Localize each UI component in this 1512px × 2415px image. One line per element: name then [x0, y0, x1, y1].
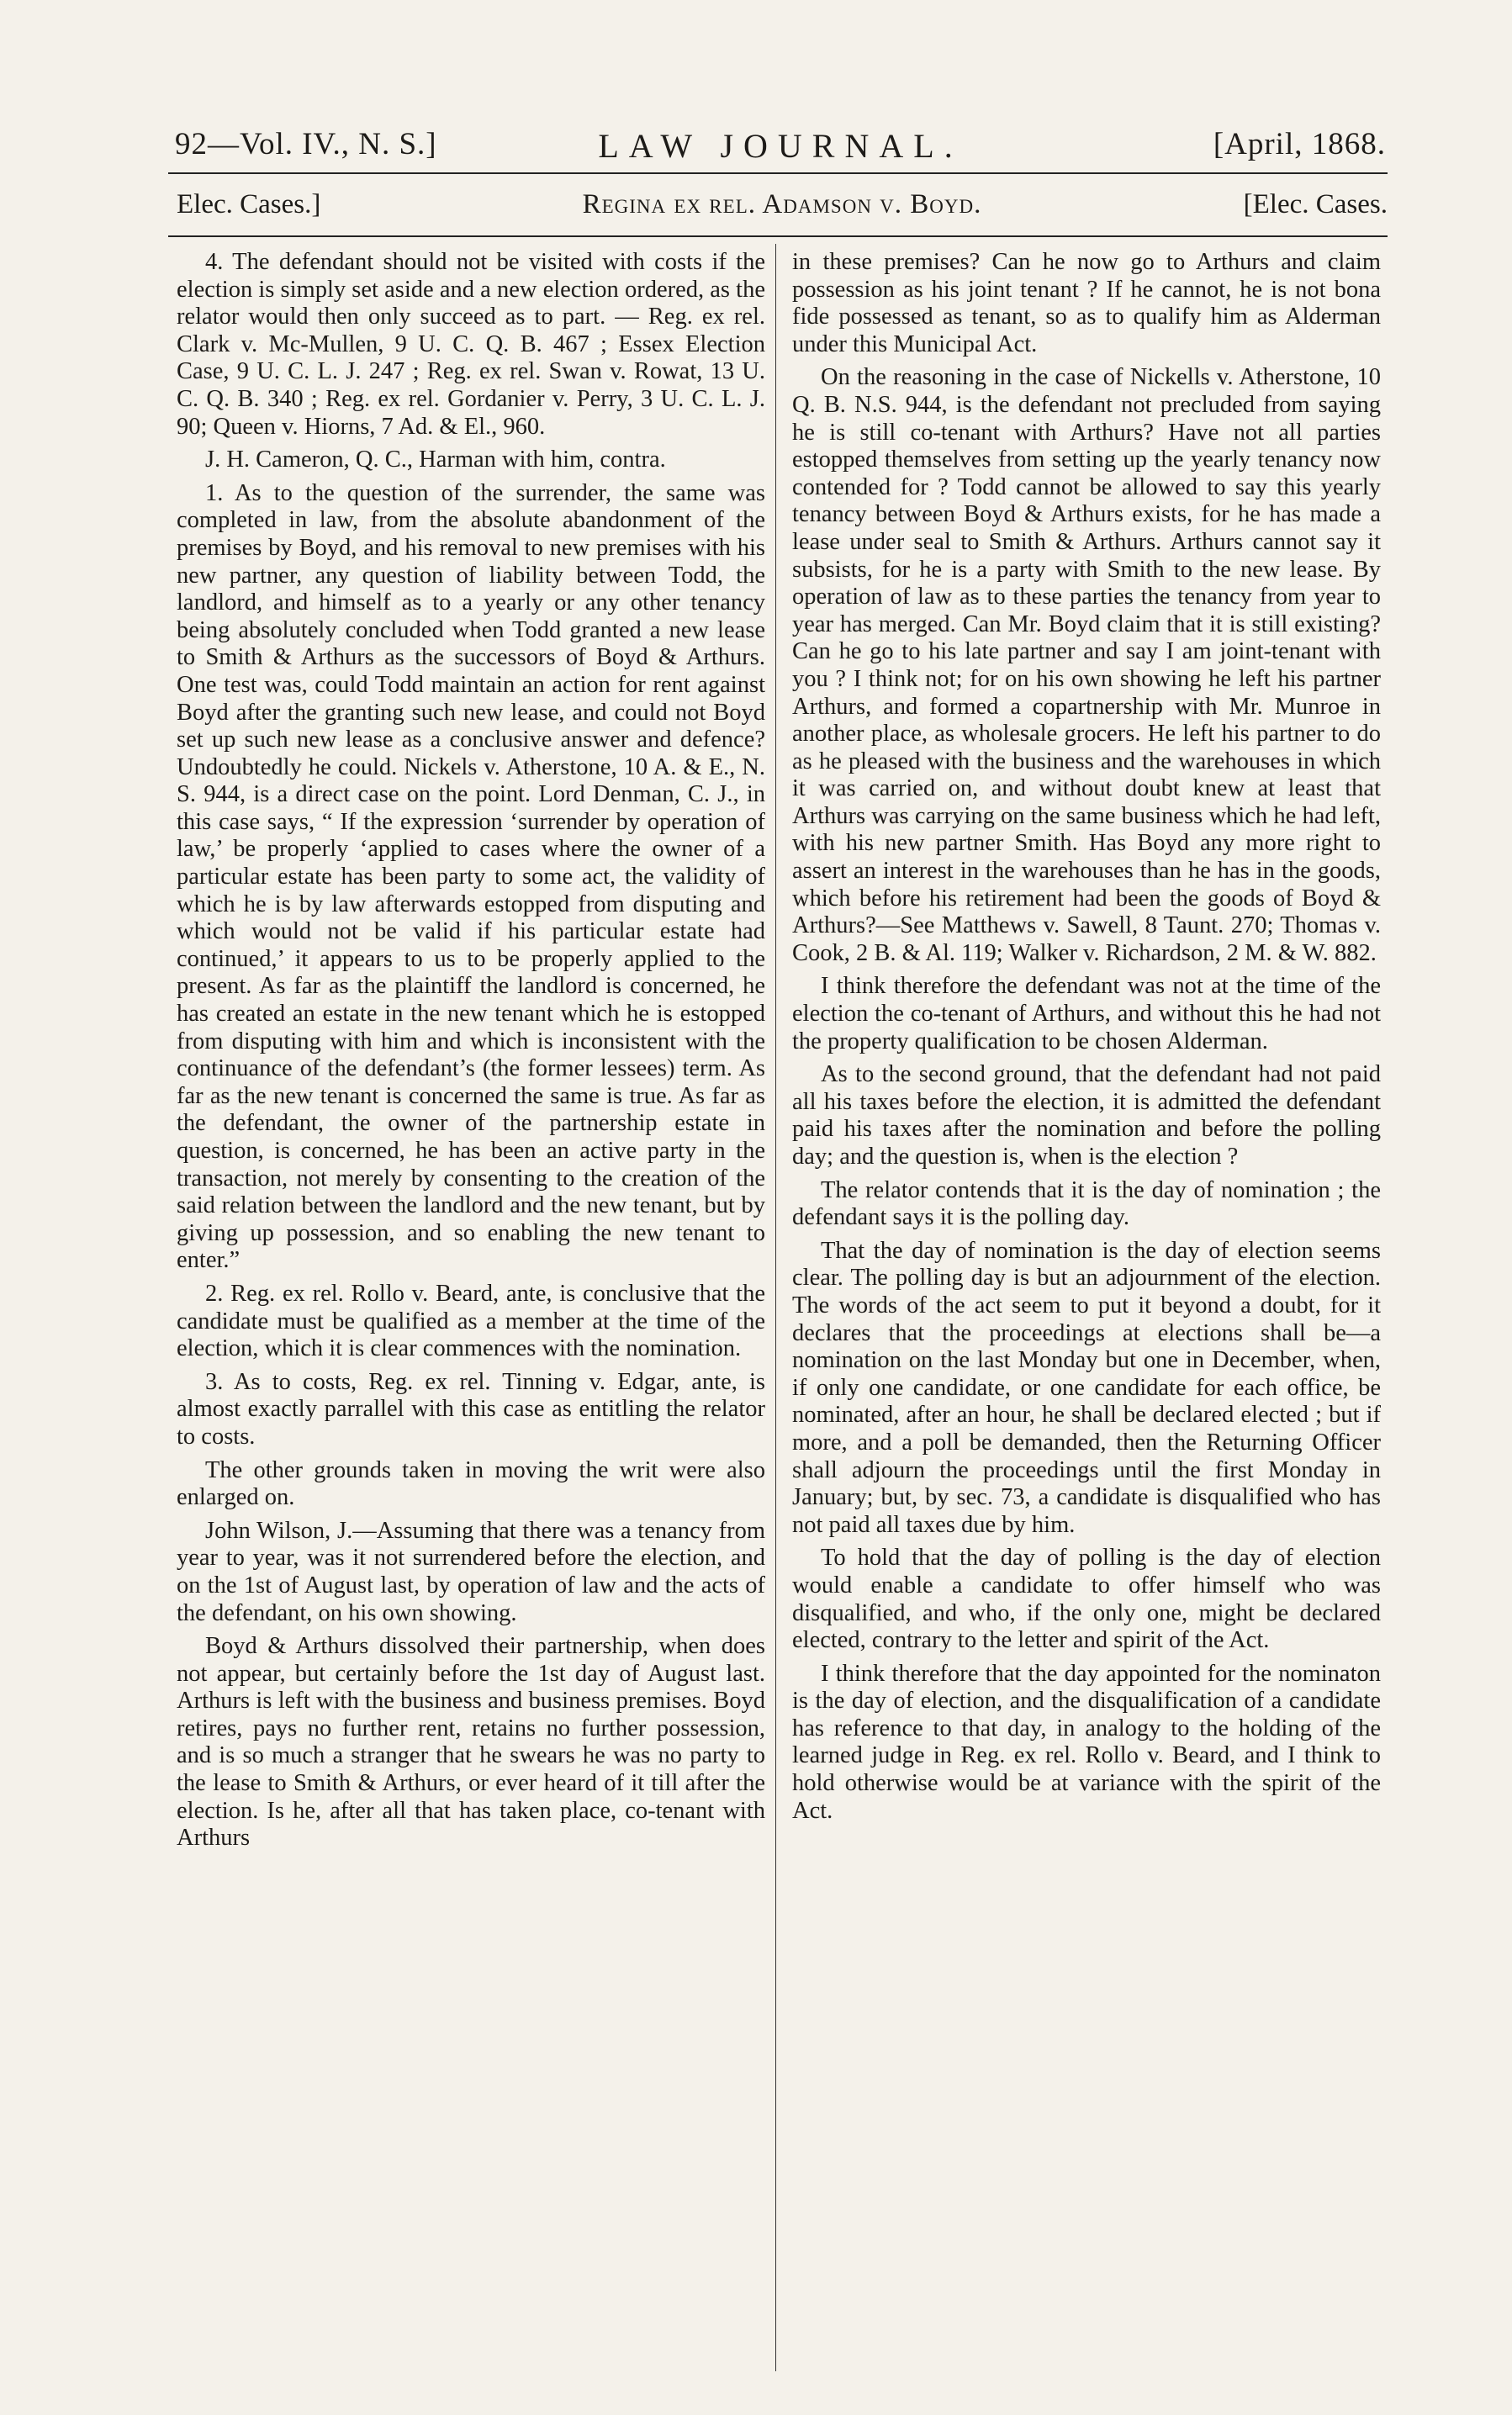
case-header	[177, 189, 1388, 226]
right-column	[792, 249, 1381, 1831]
case-title: Regina ex rel. Adamson v. Boyd.	[582, 189, 982, 219]
running-header	[175, 126, 1386, 168]
journal-title: LAW JOURNAL.	[598, 127, 963, 165]
paragraph: John Wilson, J.—Assuming that there was a tenancy from year to year, was it not surrendered before the election, and on the 1st of August last, by operation of law and the acts of the defendant, on his own showing.	[177, 1517, 765, 1626]
section-label-left: Elec. Cases.]	[177, 189, 321, 219]
paragraph: in these premises? Can he now go to Arthurs and claim possession as his joint tenant ? If he cannot, he is not bona fide possessed as tenant, so as to qualify him as Alderman under this Municipal Act.	[792, 249, 1381, 357]
paragraph: 4. The defendant should not be visited with costs if the election is simply set aside and a new election ordered, as the relator would then only succeed as to part. — Reg. ex rel. Clark v. Mc-Mullen, 9 U. C. Q. B. 467 ; Essex Election Case, 9 U. C. L. J. 247 ; Reg. ex rel. Swan v. Rowat, 13 U. C. Q. B. 340 ; Reg. ex rel. Gordanier v. Perry, 3 U. C. L. J. 90; Queen v. Hiorns, 7 Ad. & El., 960.	[177, 249, 765, 440]
page-volume-label: 92—Vol. IV., N. S.]	[175, 127, 437, 161]
column-divider	[775, 244, 776, 2371]
paragraph: J. H. Cameron, Q. C., Harman with him, contra.	[205, 447, 666, 473]
subheader-rule	[168, 235, 1388, 237]
paragraph: I think therefore the defendant was not at the time of the election the co-tenant of Arthurs, and without this he had not the property qualification to be chosen Alderman.	[792, 973, 1381, 1054]
paragraph: Boyd & Arthurs dissolved their partnership, when does not appear, but certainly before the 1st day of August last. Arthurs is left with the business and business premises. Boyd retires, pays no further rent, retains no further possession, and is so much a stranger that he swears he was no party to the lease to Smith & Arthurs, or ever heard of it till after the election. Is he, after all that has taken place, co-tenant with Arthurs	[177, 1633, 765, 1852]
paragraph: 2. Reg. ex rel. Rollo v. Beard, ante, is conclusive that the candidate must be qualified as a member at the time of the election, which it is clear commences with the nomination.	[177, 1280, 765, 1362]
header-rule	[168, 172, 1388, 174]
paragraph: To hold that the day of polling is the day of election would enable a candidate to offer himself who was disqualified, and who, if the only one, might be declared elected, contrary to the letter and spirit of the Act.	[792, 1545, 1381, 1654]
paragraph: On the reasoning in the case of Nickells v. Atherstone, 10 Q. B. N.S. 944, is the defendant not precluded from saying he is still co-tenant with Arthurs? Have not all parties estopped themselves from setting up the yearly tenancy now contended for ? Todd cannot be allowed to say this yearly tenancy between Boyd & Arthurs exists, for he has made a lease under seal to Smith & Arthurs. Arthurs cannot say it subsists, for he is a party with Smith to the new lease. By operation of law as to these parties the tenancy from year to year has merged. Can Mr. Boyd claim that it is still existing? Can he go to his late partner and say I am joint-tenant with you ? I think not; for on his own showing he left his partner Arthurs, and formed a copartnership with Mr. Munroe in another place, as wholesale grocers. He left his partner to do as he pleased with the business and the warehouses in which it was carried on, and without doubt knew at least that Arthurs was carrying on the same business which he had left, with his new partner Smith. Has Boyd any more right to assert an interest in the warehouses than he has in the goods, which before his retirement had been the goods of Boyd & Arthurs?—See Matthews v. Sawell, 8 Taunt. 270; Thomas v. Cook, 2 B. & Al. 119; Walker v. Richardson, 2 M. & W. 882.	[792, 364, 1381, 966]
paragraph: 3. As to costs, Reg. ex rel. Tinning v. Edgar, ante, is almost exactly parrallel with this case as entitling the relator to costs.	[177, 1368, 765, 1450]
section-label-right: [Elec. Cases.	[1243, 189, 1388, 219]
paragraph: I think therefore that the day appointed for the nominaton is the day of election, and the disqualification of a candidate has reference to that day, in analogy to the holding of the learned judge in Reg. ex rel. Rollo v. Beard, and I think to hold otherwise would be at variance with the spirit of the Act.	[792, 1660, 1381, 1824]
paragraph: That the day of nomination is the day of election seems clear. The polling day is but an adjournment of the election. The words of the act seem to put it beyond a doubt, for it declares that the proceedings at elections shall be—a nomination on the last Monday but one in December, when, if only one candidate, or one candidate for each office, be nominated, after an hour, he shall be declared elected ; but if more, and a poll be demanded, then the Returning Officer shall adjourn the proceedings until the first Monday in January; but, by sec. 73, a candidate is disqualified who has not paid all taxes due by him.	[792, 1237, 1381, 1538]
issue-date: [April, 1868.	[1213, 127, 1386, 161]
paragraph: The other grounds taken in moving the writ were also enlarged on.	[177, 1456, 765, 1511]
paragraph: The relator contends that it is the day of nomination ; the defendant says it is the polling day.	[792, 1176, 1381, 1231]
left-column	[177, 249, 765, 1858]
paragraph: As to the second ground, that the defendant had not paid all his taxes before the election, it is admitted the defendant paid his taxes after the nomination and before the polling day; and the question is, when is the election ?	[792, 1061, 1381, 1170]
paragraph: 1. As to the question of the surrender, the same was completed in law, from the absolute abandonment of the premises by Boyd, and his removal to new premises with his new partner, any question of liability between Todd, the landlord, and himself as to a yearly or any other tenancy being absolutely concluded when Todd granted a new lease to Smith & Arthurs as the successors of Boyd & Arthurs. One test was, could Todd maintain an action for rent against Boyd after the granting such new lease, and could not Boyd set up such new lease as a conclusive answer and defence? Undoubtedly he could. Nickels v. Atherstone, 10 A. & E., N. S. 944, is a direct case on the point. Lord Denman, C. J., in this case says, “ If the expression ‘surrender by operation of law,’ be properly ‘applied to cases where the owner of a particular estate has been party to some act, the validity of which he is by law afterwards estopped from disputing and which would not be valid if his particular estate had continued,’ it appears to us to be properly applied to the present. As far as the plaintiff the landlord is concerned, he has created an estate in the new tenant which he is estopped from disputing with him and which is inconsistent with the continuance of the defendant’s (the former lessees) term. As far as the new tenant is concerned the same is true. As far as the defendant, the owner of the partnership estate in question, is concerned, he has been an active party in the transaction, not merely by consenting to the creation of the said relation between the landlord and the new tenant, but by giving up possession, and so enabling the new tenant to enter.”	[177, 479, 765, 1274]
